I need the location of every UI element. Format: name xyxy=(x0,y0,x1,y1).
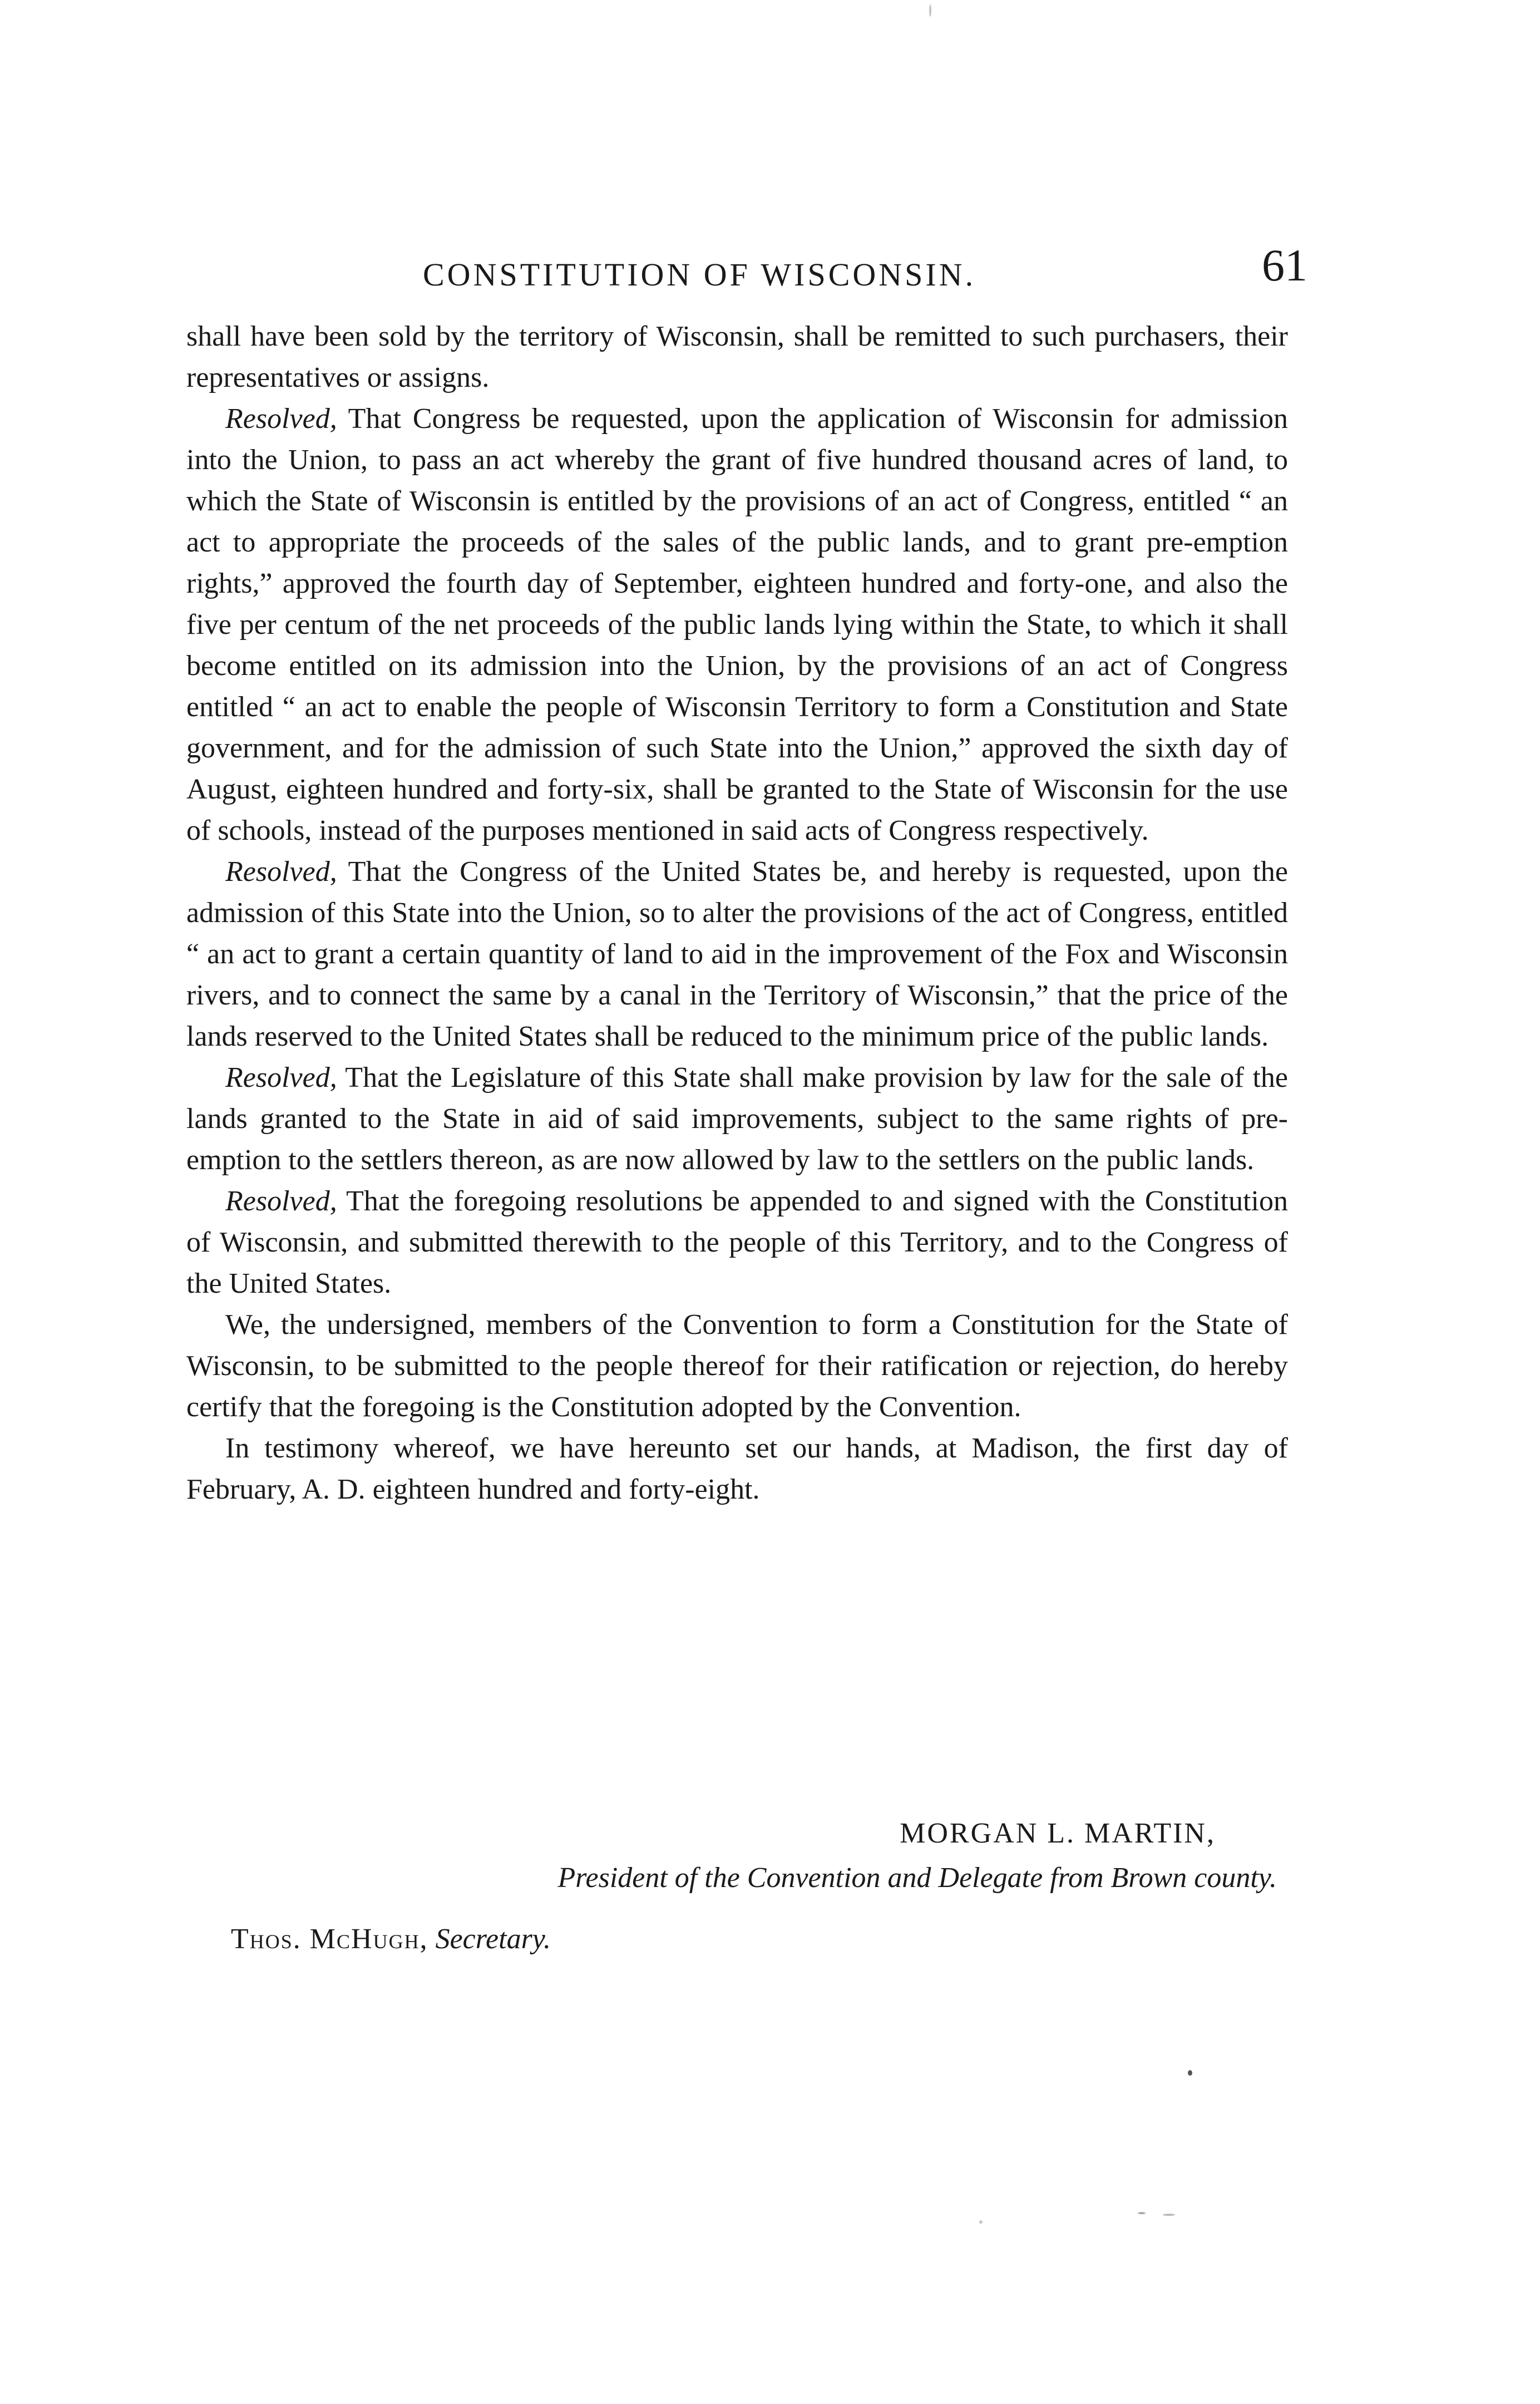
resolved-label: Resolved, xyxy=(225,856,337,888)
secretary-name: Thos. McHugh, xyxy=(231,1923,428,1955)
resolution-paragraph xyxy=(186,851,1288,1057)
resolution-paragraph xyxy=(186,398,1288,851)
resolved-label: Resolved, xyxy=(225,1062,337,1093)
resolved-label: Resolved, xyxy=(225,1185,337,1217)
page-header xyxy=(184,239,1307,317)
scan-speck xyxy=(929,4,931,17)
scan-speck xyxy=(1163,2214,1175,2216)
resolution-paragraph xyxy=(186,1057,1288,1181)
scan-speck xyxy=(1138,2212,1146,2214)
running-title: CONSTITUTION OF WISCONSIN. xyxy=(423,257,976,293)
paragraph-text: In testimony whereof, we have hereunto set our hands, at Madison, the first day of February, A. D. eighteen hundred and forty-eight. xyxy=(186,1432,1288,1505)
secretary-line xyxy=(186,1917,1288,1962)
paragraph-text: That Congress be requested, upon the application of Wisconsin for admission into the Union, to pass an act whereby the grant of five hundred thousand acres of land, to which the State of Wisconsin is entitled by the provisions of an act of Congress, entitled “ an act to appropriate the proceeds of the sales of the public lands, and to grant pre-emption rights,” approved the fourth day of September, eighteen hundred and forty-one, and also the five per centum of the net proceeds of the public lands lying within the State, to which it shall become entitled on its admission into the Union, by the provisions of an act of Congress entitled “ an act to enable the people of Wisconsin Territory to form a Constitution and State government, and for the admission of such State into the Union,” approved the sixth day of August, eighteen hundred and forty-six, shall be granted to the State of Wisconsin for the use of schools, instead of the purposes mentioned in said acts of Congress respectively. xyxy=(186,403,1288,846)
resolved-label: Resolved, xyxy=(225,403,337,435)
scan-speck xyxy=(1188,2070,1192,2076)
resolution-paragraph xyxy=(186,1181,1288,1304)
secretary-role: Secretary. xyxy=(435,1923,551,1955)
paragraph-text: That the Congress of the United States be, and hereby is requested, upon the admission of this State into the Union, so to alter the provisions of the act of Congress, entitled “ an act to grant a certain quantity of land to aid in the improvement of the Fox and Wisconsin rivers, and to connect the same by a canal in the Territory of Wisconsin,” that the price of the lands reserved to the United States shall be reduced to the minimum price of the public lands. xyxy=(186,856,1288,1052)
paragraph-text: We, the undersigned, members of the Convention to form a Constitution for the State of Wisconsin, to be submitted to the people thereof for their ratification or rejection, do hereby certify that the foregoing is the Constitution adopted by the Convention. xyxy=(186,1309,1288,1423)
paragraph-text: shall have been sold by the territory of Wisconsin, shall be remitted to such purchasers, their representatives or assigns. xyxy=(186,321,1288,393)
signer-title: President of the Convention and Delegate from Brown county. xyxy=(557,1862,1277,1894)
signer-name: MORGAN L. MARTIN, xyxy=(900,1817,1216,1849)
testimony-paragraph xyxy=(186,1428,1288,1510)
scan-speck xyxy=(979,2220,983,2224)
paragraph-continuation xyxy=(186,316,1288,398)
certification-paragraph xyxy=(186,1304,1288,1428)
signature-block xyxy=(186,1811,1288,1962)
page-number: 61 xyxy=(1262,240,1307,290)
paragraph-text: That the Legislature of this State shall make provision by law for the sale of the lands granted to the State in aid of said improvements, subject to the same rights of pre-emption to the settlers thereon, as are now allowed by law to the settlers on the public lands. xyxy=(186,1062,1288,1176)
body-text xyxy=(186,316,1288,1510)
paragraph-text: That the foregoing resolutions be appended to and signed with the Constitution of Wisconsin, and submitted therewith to the people of this Territory, and to the Congress of the United States. xyxy=(186,1185,1288,1299)
